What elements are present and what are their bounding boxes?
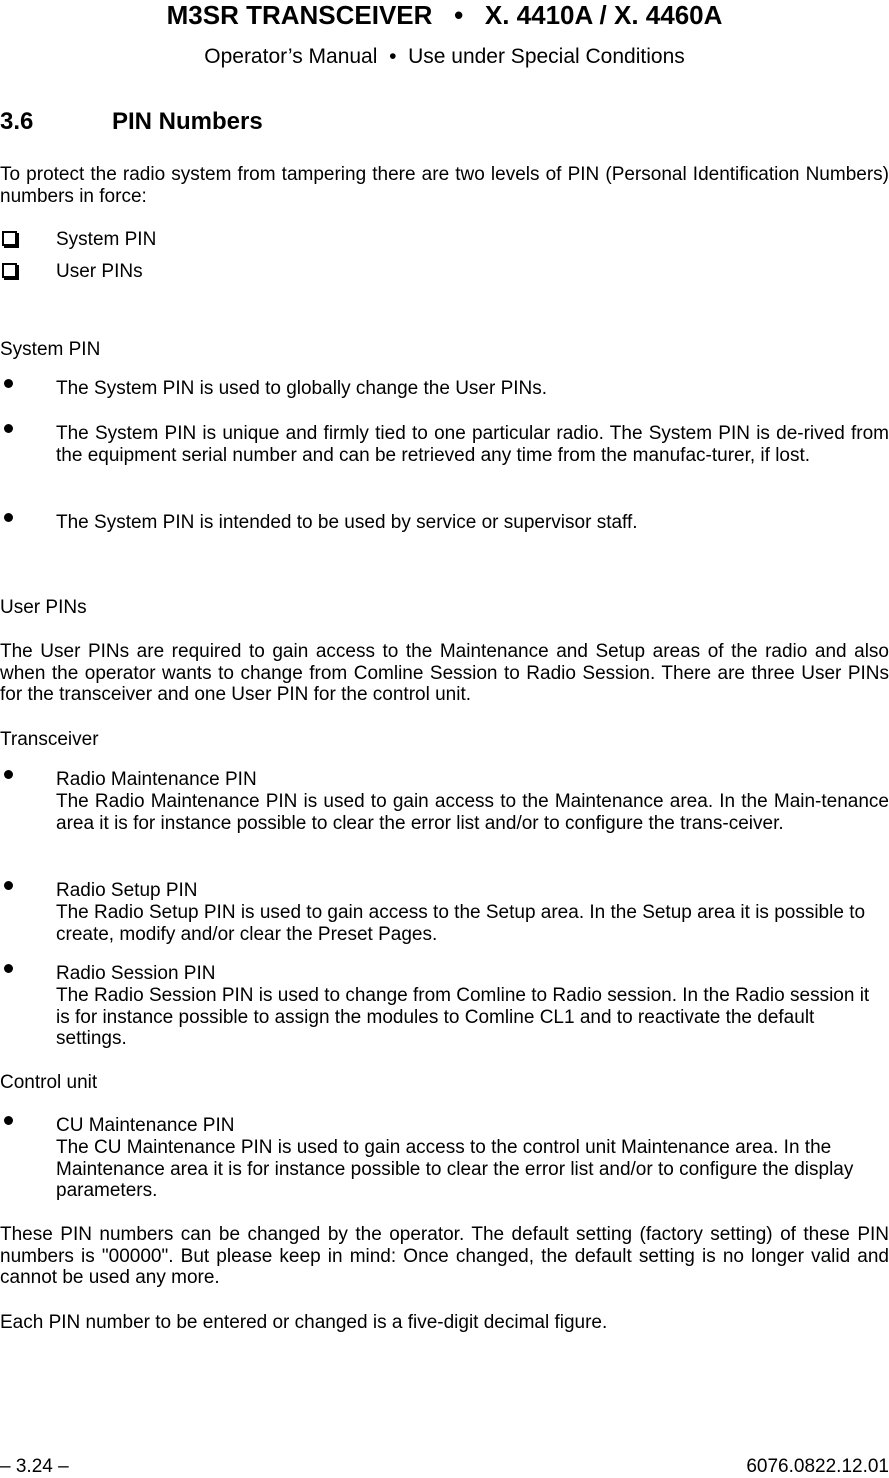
pin-item-text: The Radio Maintenance PIN is used to gain access to the Maintenance area. In the Main-tenance area it is for instance possible to clear the error list and/or to configure the trans-ceiver. xyxy=(56,791,889,834)
system-pin-bullet: The System PIN is unique and firmly tied to one particular radio. The System PIN is de-rived from the equipment serial number and can be retrieved any time from the manufac-turer, if lost. xyxy=(56,423,889,466)
intro-paragraph: To protect the radio system from tampering there are two levels of PIN (Personal Identification Numbers) numbers in force: xyxy=(0,164,889,207)
pin-item-title: Radio Setup PIN xyxy=(56,880,198,901)
system-pin-heading: System PIN xyxy=(0,339,101,360)
bullet-icon xyxy=(4,770,13,779)
checklist-item: System PIN xyxy=(56,229,157,250)
pin-item-text: The Radio Setup PIN is used to gain access to the Setup area. In the Setup area it is possible to create, modify and/or clear the Preset Pages. xyxy=(56,902,866,945)
system-pin-bullet: The System PIN is used to globally change the User PINs. xyxy=(56,378,548,399)
pin-item-title: Radio Maintenance PIN xyxy=(56,769,257,790)
bullet-icon xyxy=(4,1116,13,1125)
pin-item-text: The CU Maintenance PIN is used to gain access to the control unit Maintenance area. In the Maintenance area it is for instance possible to clear the error list and/or to configure the display parameters. xyxy=(56,1137,854,1201)
pin-item-title: Radio Session PIN xyxy=(56,963,216,984)
pin-item-title: CU Maintenance PIN xyxy=(56,1115,235,1136)
section-number: 3.6 xyxy=(0,108,34,135)
bullet-icon xyxy=(4,379,13,388)
transceiver-heading: Transceiver xyxy=(0,729,99,750)
bullet-icon xyxy=(4,424,13,433)
document-number: 6076.0822.12.01 xyxy=(746,1456,889,1477)
user-pins-heading: User PINs xyxy=(0,597,87,618)
header-title: M3SR TRANSCEIVER • X. 4410A / X. 4460A xyxy=(166,0,723,30)
bullet-icon xyxy=(4,881,13,890)
pin-item-text: The Radio Session PIN is used to change from Comline to Radio session. In the Radio session it is for instance possible to assign the modules to Comline CL1 and to reactivate the default settings. xyxy=(56,985,870,1049)
page-number: – 3.24 – xyxy=(0,1456,69,1477)
closing-paragraph: Each PIN number to be entered or changed is a five-digit decimal figure. xyxy=(0,1312,608,1333)
section-title: PIN Numbers xyxy=(112,108,263,135)
control-unit-heading: Control unit xyxy=(0,1072,98,1093)
bullet-icon xyxy=(4,964,13,973)
bullet-icon xyxy=(4,513,13,522)
header-subtitle: Operator’s Manual • Use under Special Conditions xyxy=(204,45,685,68)
checklist-item: User PINs xyxy=(56,261,143,282)
system-pin-bullet: The System PIN is intended to be used by service or supervisor staff. xyxy=(56,512,638,533)
user-pins-paragraph: The User PINs are required to gain access to the Maintenance and Setup areas of the radio and also when the operator wants to change from Comline Session to Radio Session. There are three User PINs for the transceiver and one User PIN for the control unit. xyxy=(0,641,889,705)
closing-paragraph: These PIN numbers can be changed by the operator. The default setting (factory setting) of these PIN numbers is "00000". But please keep in mind: Once changed, the default setting is no longer valid and cannot be used any more. xyxy=(0,1224,889,1288)
checkbox-icon xyxy=(2,231,17,246)
checkbox-icon xyxy=(2,263,17,278)
